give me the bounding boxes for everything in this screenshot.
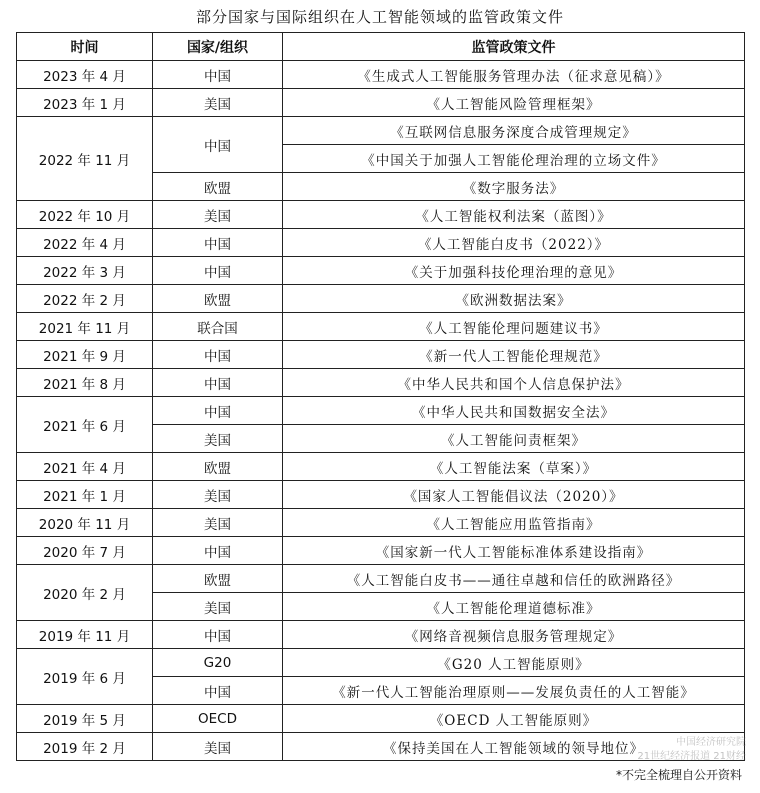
table-row: [17, 509, 745, 537]
table-row: [17, 621, 745, 649]
cell-country: 美国: [153, 733, 283, 761]
cell-time: 2022 年 11 月: [17, 117, 153, 201]
cell-time: 2020 年 11 月: [17, 509, 153, 537]
table-row: [17, 453, 745, 481]
table-row: [17, 229, 745, 257]
cell-doc: 《国家新一代人工智能标准体系建设指南》: [283, 537, 745, 565]
cell-country: 中国: [153, 369, 283, 397]
footnote: *不完全梳理自公开资料: [615, 768, 742, 782]
cell-doc: 《国家人工智能倡议法（2020）》: [283, 481, 745, 509]
header-country: 国家/组织: [153, 33, 283, 61]
cell-doc: 《人工智能白皮书——通往卓越和信任的欧洲路径》: [283, 565, 745, 593]
table-row: [17, 733, 745, 761]
cell-time: 2021 年 1 月: [17, 481, 153, 509]
cell-doc: 《人工智能伦理道德标准》: [283, 593, 745, 621]
cell-time: 2020 年 7 月: [17, 537, 153, 565]
cell-time: 2021 年 8 月: [17, 369, 153, 397]
cell-doc: 《OECD 人工智能原则》: [283, 705, 745, 733]
cell-doc: 《新一代人工智能伦理规范》: [283, 341, 745, 369]
cell-doc: 《中国关于加强人工智能伦理治理的立场文件》: [283, 145, 745, 173]
cell-country: 中国: [153, 397, 283, 425]
header-time: 时间: [17, 33, 153, 61]
cell-country: 美国: [153, 89, 283, 117]
header-doc: 监管政策文件: [283, 33, 745, 61]
cell-doc: 《网络音视频信息服务管理规定》: [283, 621, 745, 649]
cell-doc: 《中华人民共和国个人信息保护法》: [283, 369, 745, 397]
cell-time: 2022 年 10 月: [17, 201, 153, 229]
cell-time: 2023 年 4 月: [17, 61, 153, 89]
table-row: [17, 313, 745, 341]
cell-doc: 《新一代人工智能治理原则——发展负责任的人工智能》: [283, 677, 745, 705]
table-row: [17, 61, 745, 89]
cell-country: 美国: [153, 593, 283, 621]
cell-doc: 《关于加强科技伦理治理的意见》: [283, 257, 745, 285]
header-row: [17, 33, 745, 61]
cell-country: 中国: [153, 341, 283, 369]
watermark: [637, 736, 746, 764]
cell-country: G20: [153, 649, 283, 677]
cell-doc: 《生成式人工智能服务管理办法（征求意见稿）》: [283, 61, 745, 89]
cell-doc: 《人工智能法案（草案）》: [283, 453, 745, 481]
cell-time: 2022 年 4 月: [17, 229, 153, 257]
cell-country: 中国: [153, 677, 283, 705]
table-row: [17, 341, 745, 369]
cell-time: 2022 年 3 月: [17, 257, 153, 285]
cell-time: 2019 年 5 月: [17, 705, 153, 733]
policy-table: [16, 32, 745, 761]
cell-country: 中国: [153, 257, 283, 285]
watermark-line2: 21世纪经济报道 21财经: [637, 751, 746, 762]
table-title: 部分国家与国际组织在人工智能领域的监管政策文件: [195, 8, 564, 26]
cell-doc: 《人工智能应用监管指南》: [283, 509, 745, 537]
cell-time: 2019 年 2 月: [17, 733, 153, 761]
table-row: [17, 257, 745, 285]
cell-country: 美国: [153, 201, 283, 229]
cell-time: 2019 年 6 月: [17, 649, 153, 705]
cell-doc: 《中华人民共和国数据安全法》: [283, 397, 745, 425]
cell-doc: 《人工智能风险管理框架》: [283, 89, 745, 117]
cell-country: 美国: [153, 509, 283, 537]
table-row: [17, 89, 745, 117]
cell-doc: 《人工智能问责框架》: [283, 425, 745, 453]
cell-country: 中国: [153, 537, 283, 565]
cell-time: 2020 年 2 月: [17, 565, 153, 621]
cell-country: 中国: [153, 117, 283, 173]
watermark-line1: 中国经济研究院: [676, 737, 746, 748]
cell-doc: 《人工智能权利法案（蓝图）》: [283, 201, 745, 229]
cell-country: 中国: [153, 61, 283, 89]
cell-time: 2021 年 11 月: [17, 313, 153, 341]
table-row: [17, 285, 745, 313]
table-row: [17, 117, 745, 145]
cell-doc: 《G20 人工智能原则》: [283, 649, 745, 677]
cell-doc: 《互联网信息服务深度合成管理规定》: [283, 117, 745, 145]
table-row: [17, 649, 745, 677]
cell-country: 欧盟: [153, 173, 283, 201]
table-row: [17, 201, 745, 229]
table-row: [17, 397, 745, 425]
cell-time: 2021 年 9 月: [17, 341, 153, 369]
cell-country: 美国: [153, 425, 283, 453]
cell-time: 2022 年 2 月: [17, 285, 153, 313]
cell-time: 2023 年 1 月: [17, 89, 153, 117]
table-row: [17, 565, 745, 593]
cell-doc: 《人工智能伦理问题建议书》: [283, 313, 745, 341]
cell-country: 中国: [153, 229, 283, 257]
cell-country: 欧盟: [153, 453, 283, 481]
cell-doc: 《数字服务法》: [283, 173, 745, 201]
cell-country: 联合国: [153, 313, 283, 341]
cell-time: 2021 年 4 月: [17, 453, 153, 481]
cell-doc: 《人工智能白皮书（2022）》: [283, 229, 745, 257]
cell-time: 2019 年 11 月: [17, 621, 153, 649]
cell-doc: 《保持美国在人工智能领域的领导地位》: [283, 733, 745, 761]
cell-country: 欧盟: [153, 285, 283, 313]
table-row: [17, 537, 745, 565]
cell-country: 欧盟: [153, 565, 283, 593]
cell-country: OECD: [153, 705, 283, 733]
table-row: [17, 369, 745, 397]
cell-time: 2021 年 6 月: [17, 397, 153, 453]
cell-country: 美国: [153, 481, 283, 509]
cell-doc: 《欧洲数据法案》: [283, 285, 745, 313]
cell-country: 中国: [153, 621, 283, 649]
table-row: [17, 705, 745, 733]
table-row: [17, 481, 745, 509]
